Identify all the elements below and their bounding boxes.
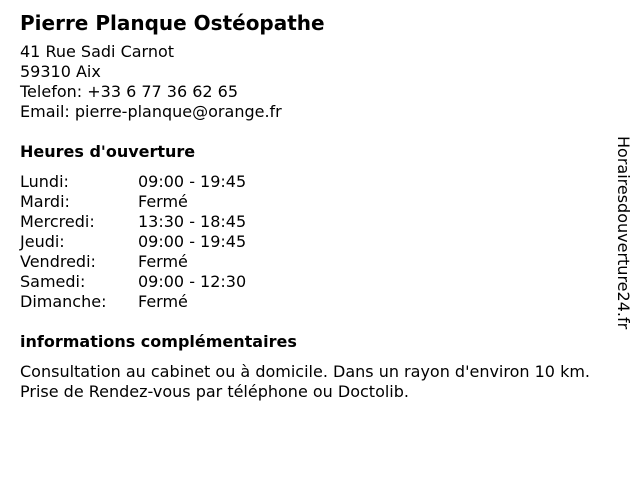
hours-time-value: 09:00 - 12:30 <box>138 272 247 291</box>
info-heading: informations complémentaires <box>20 332 297 351</box>
email-address: Email: pierre-planque@orange.fr <box>20 102 282 121</box>
hours-time-value: 09:00 - 19:45 <box>138 172 247 191</box>
page-title: Pierre Planque Ostéopathe <box>20 11 325 35</box>
opening-hours-list <box>20 172 600 312</box>
hours-day-label: Dimanche: <box>20 292 107 311</box>
hours-day-label: Mardi: <box>20 192 70 211</box>
hours-row-mercredi <box>20 212 600 232</box>
street-address: 41 Rue Sadi Carnot <box>20 42 175 61</box>
hours-time-value: Fermé <box>138 252 188 271</box>
hours-heading: Heures d'ouverture <box>20 142 196 161</box>
hours-time-value: Fermé <box>138 192 188 211</box>
info-text: Consultation au cabinet ou à domicile. Dans un rayon d'environ 10 km. Prise de Rendez-vous par téléphone ou Doctolib. <box>20 362 590 401</box>
hours-day-label: Mercredi: <box>20 212 95 231</box>
phone-number: Telefon: +33 6 77 36 62 65 <box>20 82 239 101</box>
hours-time-value: 13:30 - 18:45 <box>138 212 247 231</box>
hours-row-dimanche <box>20 292 600 312</box>
hours-row-samedi <box>20 272 600 292</box>
hours-row-jeudi <box>20 232 600 252</box>
site-watermark: Horairesdouverture24.fr <box>614 136 633 330</box>
business-card <box>20 10 600 402</box>
hours-row-mardi <box>20 192 600 212</box>
hours-day-label: Jeudi: <box>20 232 65 251</box>
hours-row-lundi <box>20 172 600 192</box>
hours-time-value: Fermé <box>138 292 188 311</box>
city-address: 59310 Aix <box>20 62 101 81</box>
hours-row-vendredi <box>20 252 600 272</box>
contact-block <box>20 42 600 122</box>
hours-time-value: 09:00 - 19:45 <box>138 232 247 251</box>
hours-day-label: Lundi: <box>20 172 69 191</box>
hours-day-label: Vendredi: <box>20 252 96 271</box>
hours-day-label: Samedi: <box>20 272 86 291</box>
